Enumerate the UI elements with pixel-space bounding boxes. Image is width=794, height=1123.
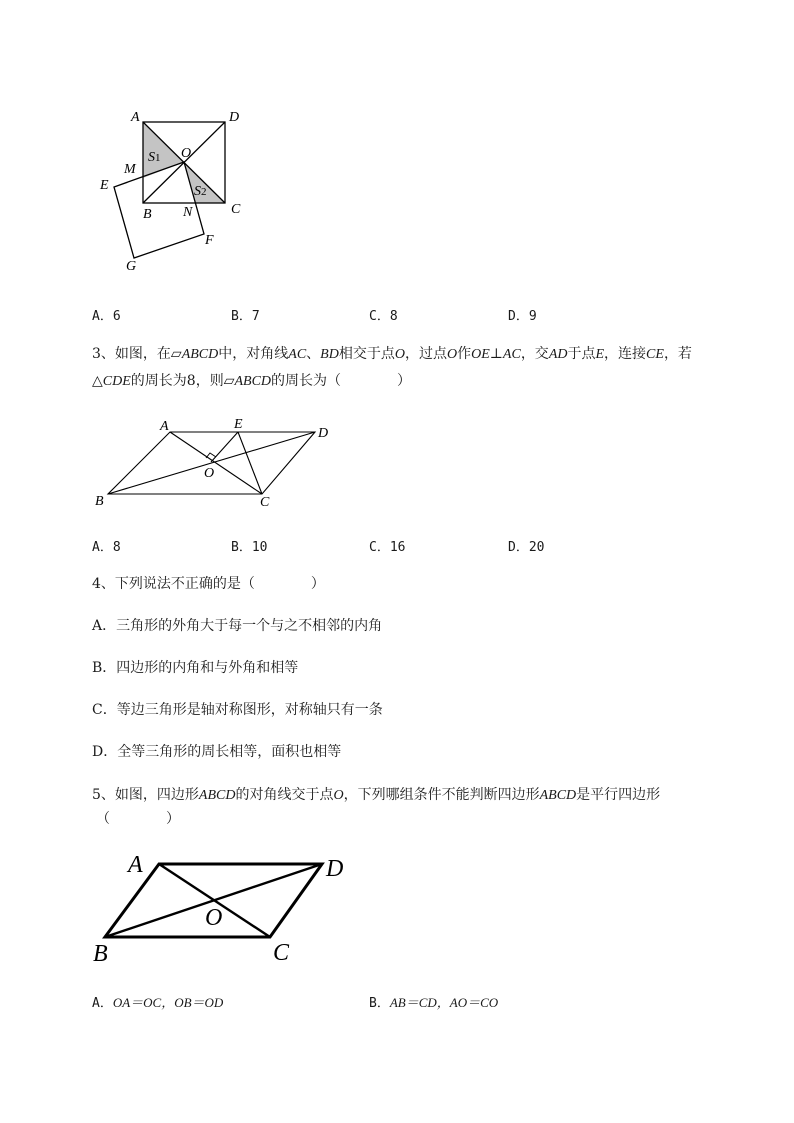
label-b: B: [93, 941, 108, 967]
label-b: B: [143, 207, 152, 222]
q5-stem-line1: 5、如图，四边形ABCD的对角线交于点O，下列哪组条件不能判断四边形ABCD是平行四边形: [92, 787, 661, 803]
label-d: D: [326, 856, 344, 882]
label-c: C: [231, 202, 241, 217]
q4-option-a: A．三角形的外角大于每一个与之不相邻的内角: [92, 618, 383, 634]
q4-stem: 4、下列说法不正确的是（ ）: [92, 576, 325, 592]
label-e: E: [234, 417, 243, 432]
q3-figure: [90, 410, 340, 515]
q4-option-d: D．全等三角形的周长相等，面积也相等: [92, 744, 342, 760]
q2-option-c: C．8: [369, 309, 398, 324]
q3-option-a: A．8: [92, 540, 121, 555]
q5-stem-line2: （ ）: [96, 811, 180, 827]
q3-stem-line2: △CDE的周长为8，则▱ABCD的周长为（ ）: [92, 373, 412, 389]
label-n: N: [183, 205, 193, 220]
label-c: C: [260, 495, 270, 510]
q2-option-b: B．7: [231, 309, 260, 324]
segment-oe: [211, 432, 238, 462]
label-b: B: [95, 494, 104, 509]
q3-option-d: D．20: [508, 540, 545, 555]
label-o: O: [181, 146, 192, 161]
label-d: D: [318, 426, 329, 441]
q5-option-b: B．AB＝CD，AO＝CO: [369, 995, 499, 1011]
q2-option-d: D．9: [508, 309, 537, 324]
q2-option-a: A．6: [92, 309, 121, 324]
q5-figure: [88, 845, 358, 970]
segment-ce: [238, 432, 262, 494]
label-s1: S1: [148, 150, 161, 165]
label-c: C: [273, 940, 290, 966]
label-a: A: [160, 419, 169, 434]
label-s2: S2: [194, 184, 207, 199]
label-d: D: [229, 110, 240, 125]
q3-stem-line1: 3、如图，在▱ABCD中，对角线AC、BD相交于点O，过点O作OE⊥AC，交AD于点E，连接CE，若: [92, 346, 692, 362]
diagonal-ac: [170, 432, 262, 494]
q3-option-b: B．10: [231, 540, 268, 555]
label-o: O: [205, 905, 223, 931]
label-e: E: [100, 178, 109, 193]
label-a: A: [131, 110, 140, 125]
label-a: A: [128, 852, 143, 878]
label-m: M: [124, 162, 136, 177]
q4-option-c: C．等边三角形是轴对称图形，对称轴只有一条: [92, 702, 383, 718]
label-g: G: [126, 259, 137, 274]
label-o: O: [204, 466, 215, 481]
q2-figure: [90, 100, 260, 280]
q4-option-b: B．四边形的内角和与外角和相等: [92, 660, 299, 676]
q3-option-c: C．16: [369, 540, 406, 555]
q5-option-a: A．OA＝OC，OB＝OD: [92, 995, 224, 1011]
label-f: F: [205, 233, 214, 248]
